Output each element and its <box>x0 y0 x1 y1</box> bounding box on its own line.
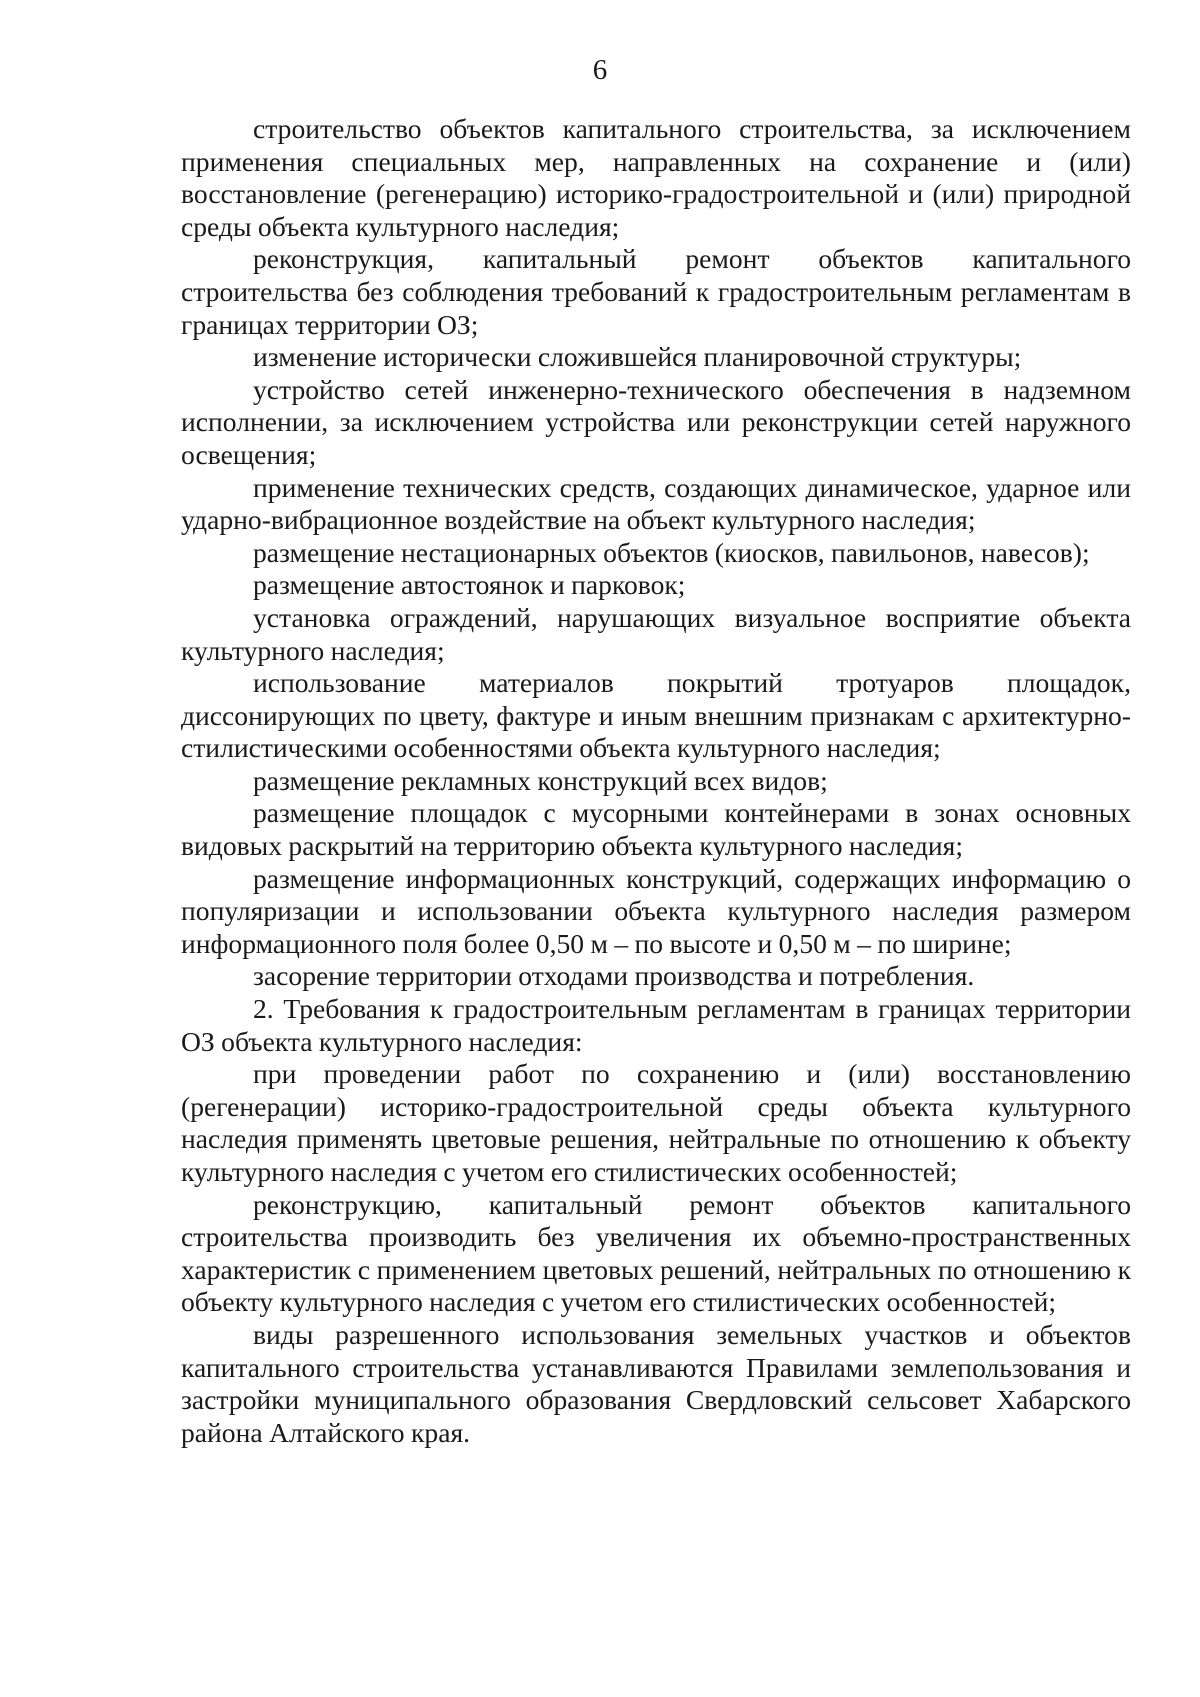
paragraph-restriction-technical-means: применение технических средств, создающих динамическое, ударное или ударно-вибрационное воздействие на объект культурного наследия; <box>181 471 1131 536</box>
paragraph-restriction-littering: засорение территории отходами производства и потребления. <box>253 960 975 992</box>
document-body <box>181 113 1131 1449</box>
paragraph-restriction-information-structures: размещение информационных конструкций, содержащих информацию о популяризации и использовании объекта культурного наследия размером информационного поля более 0,50 м – по высоте и 0,50 м – по ширине; <box>181 862 1131 959</box>
paragraph-restriction-advertising: размещение рекламных конструкций всех видов; <box>253 764 828 796</box>
paragraph-restriction-parking: размещение автостоянок и парковок; <box>253 569 686 601</box>
paragraph-requirement-permitted-use: виды разрешенного использования земельных участков и объектов капитального строительства устанавливаются Правилами землепользования и застройки муниципального образования Свердловский сельсовет Хабарского района Алтайского края. <box>181 1318 1131 1448</box>
paragraph-restriction-planning-structure: изменение исторически сложившейся планировочной структуры; <box>253 341 1022 373</box>
paragraph-restriction-pavement-materials: использование материалов покрытий тротуаров площадок, диссонирующих по цвету, фактуре и иным внешним признакам с архитектурно-стилистическими особенностями объекта культурного наследия; <box>181 667 1131 764</box>
paragraph-section-2-heading: 2. Требования к градостроительным регламентам в границах территории ОЗ объекта культурного наследия: <box>181 993 1131 1057</box>
paragraph-restriction-construction: строительство объектов капитального строительства, за исключением применения специальных мер, направленных на сохранение и (или) восстановление (регенерацию) историко-градостроительной и (или) природной среды объекта культурного наследия; <box>181 113 1131 242</box>
paragraph-restriction-temporary-objects: размещение нестационарных объектов (киосков, павильонов, навесов); <box>253 536 1090 568</box>
paragraph-restriction-fences: установка ограждений, нарушающих визуальное восприятие объекта культурного наследия; <box>181 601 1131 666</box>
paragraph-restriction-waste-containers: размещение площадок с мусорными контейнерами в зонах основных видовых раскрытий на территорию объекта культурного наследия; <box>181 797 1131 862</box>
paragraph-requirement-color-solutions: при проведении работ по сохранению и (или) восстановлению (регенерации) историко-градостроительной среды объекта культурного наследия применять цветовые решения, нейтральные по отношению к объекту культурного наследия с учетом его стилистических особенностей; <box>181 1058 1131 1187</box>
paragraph-requirement-reconstruction: реконструкцию, капитальный ремонт объектов капитального строительства производить без увеличения их объемно-пространственных характеристик с применением цветовых решений, нейтральных по отношению к объекту культурного наследия с учетом его стилистических особенностей; <box>181 1188 1131 1318</box>
paragraph-restriction-reconstruction: реконструкция, капитальный ремонт объектов капитального строительства без соблюдения требований к градостроительным регламентам в границах территории ОЗ; <box>181 243 1131 340</box>
paragraph-restriction-utility-networks: устройство сетей инженерно-технического обеспечения в надземном исполнении, за исключением устройства или реконструкции сетей наружного освещения; <box>181 373 1131 470</box>
page-number: 6 <box>592 54 608 86</box>
